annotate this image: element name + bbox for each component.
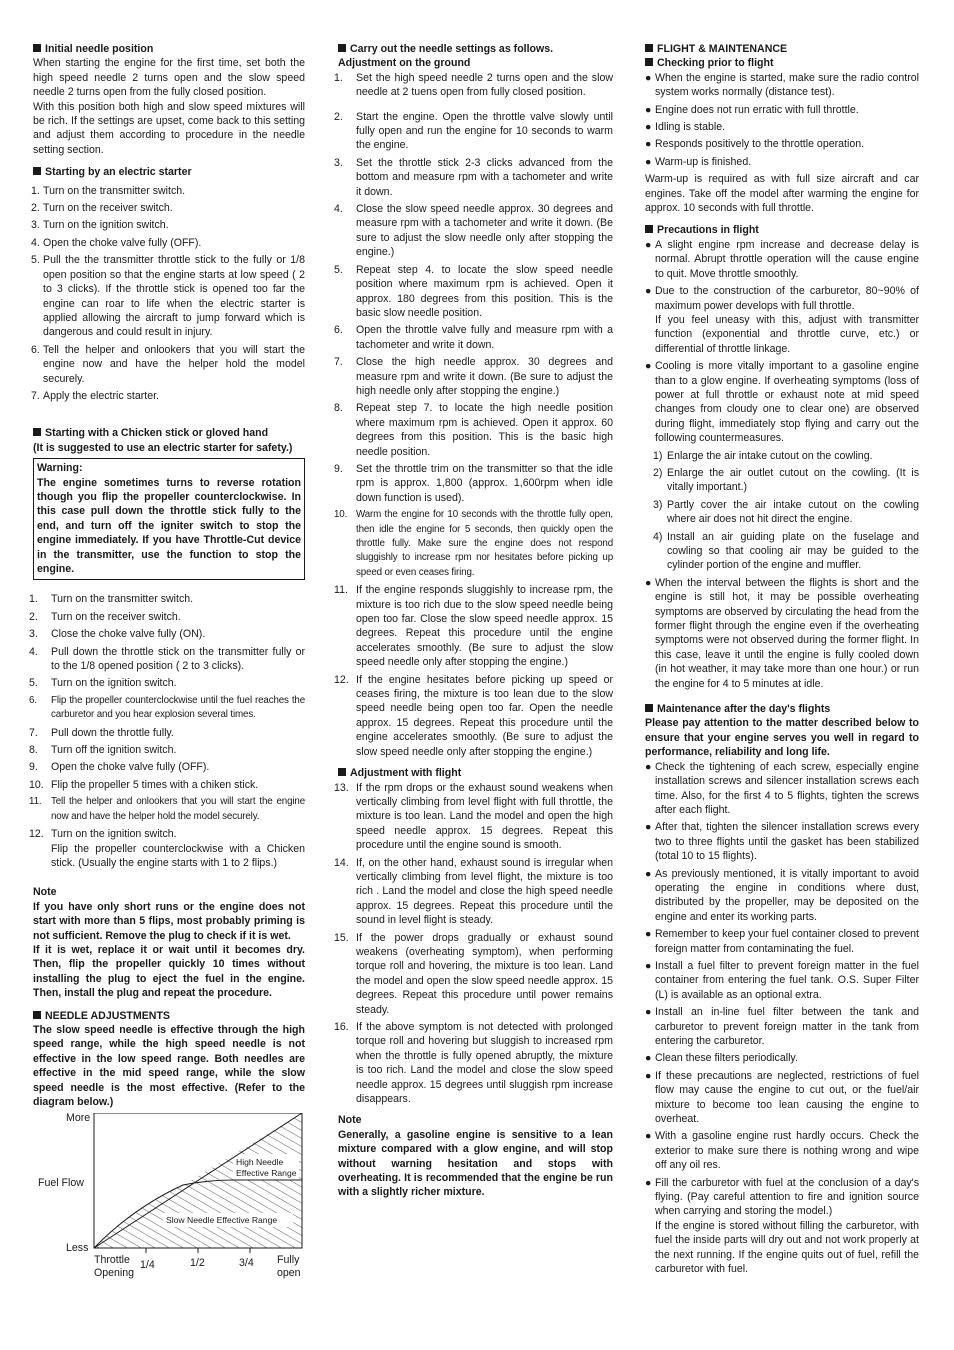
list-item: ● A slight engine rpm increase and decrease delay is normal. Abrupt throttle operation will the cause engine to quit. Move throttle smoothly.: [645, 238, 919, 280]
list-item: 6. Flip the propeller counterclockwise until the fuel reaches the carburetor and you hear explosion several times.: [29, 694, 305, 721]
high-needle-range-label-2: Effective Range: [236, 1168, 297, 1179]
list-item: 5. Pull the the transmitter throttle stick to the fully or 1/8 open position so that the engine starts at low speed ( 2 to 3 clicks). If the throttle stick is opened too far the engine can roar to life when the electric starter is applied allowing the aircraft to jump forward which is dangerous and could result in injury.: [31, 254, 305, 339]
x-axis-start-label-2: Opening: [94, 1267, 135, 1280]
initial-needle-heading: Initial needle position: [33, 42, 305, 56]
list-item: 5. Repeat step 4. to locate the slow speed needle position where maximum rpm is achieved. Open it approx. 180 degrees from this position. This is the basic slow needle position.: [334, 263, 613, 319]
x-tick-label: 1/4: [140, 1259, 155, 1272]
list-item: ● When the engine is started, make sure the radio control system works normally (distance test).: [645, 71, 919, 99]
list-item: ● Idling is stable.: [645, 121, 726, 134]
list-item: 3. Turn on the ignition switch.: [31, 219, 169, 232]
list-item: 2. Start the engine. Open the throttle valve slowly until fully open and run the engine for 10 seconds to warm the engine.: [334, 110, 613, 152]
precautions-list: [645, 238, 919, 446]
list-item: ● As previously mentioned, it is vitally important to avoid operating the engine in conditions where dust, distributed by the propeller, may be deposited on the engine and enter its working parts.: [645, 867, 919, 923]
list-item: 1. Set the high speed needle 2 turns open and the slow needle at 2 tuens open from fully closed position.: [334, 71, 613, 99]
warning-box: [33, 458, 305, 580]
note-para-2: If it is wet, replace it or wait until it becomes dry. Then, flip the propeller quickly 10 times without installing the plug to eject the fuel in the engine. Then, install the plug and repeat the procedure.: [33, 943, 305, 1000]
precaution-2-extra: If you feel uneasy with this, adjust with transmitter function (exponential and throttle curve, etc.) or differential of throttle linkage.: [655, 313, 919, 355]
list-item: ● Responds positively to the throttle operation.: [645, 138, 865, 151]
step-12-extra: Flip the propeller counterclockwise with a Chicken stick. (Usually the engine starts with 1 to 2 flips.): [51, 842, 305, 869]
list-item: 1. Turn on the transmitter switch.: [31, 184, 186, 197]
x-tick-label: 3/4: [239, 1257, 254, 1270]
note-para-1: If you have only short runs or the engine does not start with more than 5 flips, most probably priming is not sufficient. Remove the plug to check if it is wet.: [33, 900, 305, 942]
electric-starter-steps: [33, 184, 305, 404]
list-item: 10. Flip the propeller 5 times with a chiken stick.: [29, 778, 259, 791]
list-item: 4. Close the slow speed needle approx. 30 degrees and measure rpm with a tachometer and write it down. (Be sure to adjust the slow needle only after stopping the engine.): [334, 203, 613, 259]
list-item: 11. If the engine responds sluggishly to increase rpm, the mixture is too rich due to the slow speed needle being open too far. Close the slow speed needle approx. 15 degrees. Repeat this procedure until the engine accelerates smoothly. (Be sure to adjust the slow speed needle only after stopping the engine.): [334, 584, 613, 669]
list-item: 13. If the rpm drops or the exhaust sound weakens when vertically climbing from level flight with full throttle, the mixture is too lean. Land the model and open the high speed needle approx. 15 degrees. Repeat this procedure until the engine sound is smooth.: [334, 781, 613, 852]
list-item: 4) Install an air guiding plate on the fuselage and cowling so that cooling air may be guided to the cylinder portion of the engine and muffler.: [653, 530, 919, 572]
x-axis-start-label-1: Throttle: [94, 1254, 130, 1267]
checking-prior-heading: Checking prior to flight: [645, 56, 919, 70]
list-item: ● Cooling is more vitally important to a gasoline engine than to a glow engine. If overheating symptoms (loss of power at full throttle or exhaust note at mid speed changes from cloudy one to clear one) are observed during flight, immediately stop flying and carry out the following countermeasures.: [645, 360, 919, 445]
list-item: 7. Apply the electric starter.: [31, 389, 159, 402]
list-item: 12. Turn on the ignition switch. Flip the propeller counterclockwise with a Chicken stick. (Usually the engine starts with 1 to 2 flips.): [29, 828, 305, 869]
list-item: 2. Turn on the receiver switch.: [29, 610, 181, 623]
electric-starter-heading: Starting by an electric starter: [33, 165, 305, 179]
needle-settings-heading: Carry out the needle settings as follows.: [338, 42, 613, 56]
x-tick-label: 1/2: [190, 1257, 205, 1270]
column-3: [645, 42, 919, 1280]
chicken-stick-subheading: (It is suggested to use an electric starter for safety.): [33, 441, 293, 454]
list-item: 4. Open the choke valve fully (OFF).: [31, 236, 202, 249]
needle-adjustments-heading: NEEDLE ADJUSTMENTS: [33, 1009, 305, 1023]
list-item: ● Clean these filters periodically.: [645, 1052, 798, 1065]
list-item: 4. Pull down the throttle stick on the transmitter fully or to the 1/8 opened position ( 2 to 3 clicks).: [29, 645, 305, 673]
y-axis-bottom-label: Less: [66, 1242, 89, 1255]
list-item: ● Install an in-line fuel filter between the tank and carburetor to prevent foreign matter in the tank from entering the carburetor.: [645, 1006, 919, 1047]
list-item: 12. If the engine hesitates before picking up speed or ceases firing, the mixture is too lean due to the slow speed needle being open too far. Open the needle approx. 15 degrees. Repeat this procedure until the engine accelerates smoothly. (Be sure to adjust the slow speed needle only after stopping the engine.): [334, 673, 613, 758]
diagram-graphic: [33, 1113, 308, 1283]
list-item: ● Check the tightening of each screw, especially engine installation screws and silencer installation screws each time. Also, for the first 4 to 5 flights, tighten the screws after each flight.: [645, 760, 919, 816]
y-axis-top-label: More: [66, 1112, 91, 1125]
list-item: 3. Close the choke valve fully (ON).: [29, 628, 206, 641]
warm-up-para: Warm-up is required as with full size aircraft and car engines. Take off the model after warming the engine for approx. 10 seconds with full throttle.: [645, 173, 919, 215]
initial-needle-para-2: With this position both high and slow speed mixtures will be rich. If the settings are upset, come back to this setting and adjust them according to procedure in the needle setting section.: [33, 100, 305, 156]
list-item: 7. Close the high needle approx. 30 degrees and measure rpm and write it down. (Be sure to adjust the high needle only after stopping the engine.): [334, 356, 613, 397]
precautions-heading: Precautions in flight: [645, 223, 919, 237]
list-item: 2) Enlarge the air outlet cutout on the cowling. (It is vitally important.): [653, 466, 919, 494]
list-item: ● Install a fuel filter to prevent foreign matter in the fuel container from entering the fuel tank. O.S. Super Filter (L) is available as an optional extra.: [645, 959, 919, 1001]
note-title: Note: [338, 1114, 362, 1127]
flight-maintenance-title: FLIGHT & MAINTENANCE: [645, 42, 919, 56]
list-item: ● Due to the construction of the carburetor, 80~90% of maximum power develops with full throttle. If you feel uneasy with this, adjust with transmitter function (exponential and throttle curve, etc.) or differential of throttle linkage.: [645, 285, 919, 355]
checking-list: [645, 71, 919, 169]
list-item: 15. If the power drops gradually or exhaust sound weakens (overheating symptom), when performing torque roll and hovering, the mixture is too lean. Land the model and open the slow speed needle approx. 15 degrees. Repeat this procedure until power remains steady.: [334, 931, 613, 1016]
list-item: 9. Open the choke valve fully (OFF).: [29, 761, 210, 774]
ground-adjustment-steps: [334, 71, 613, 759]
list-item: 3) Partly cover the air intake cutout on the cowling where air does not hit direct the engine.: [653, 498, 919, 526]
list-item: ● With a gasoline engine rust hardly occurs. Check the exterior to make sure there is nothing wrong and wipe off any oil res.: [645, 1130, 919, 1172]
list-item: ● After that, tighten the silencer installation screws every two to three flights until the gasket has been stabilized (total 10 to 15 flights).: [645, 821, 919, 863]
ground-adjustment-subheading: Adjustment on the ground: [338, 57, 471, 70]
list-item: ● When the interval between the flights is short and the engine is still hot, it may be possible overheating symptoms are observed by circulating the head from the former flight through the engine even if the overheating symptoms were not observed during the former flight. In this case, leave it until the engine is fully cooled down (in hot weather, it may take more than one hour.) or run the engine for 4 to 5 minutes at idle.: [645, 576, 919, 690]
note-text: Generally, a gasoline engine is sensitive to a lean mixture compared with a glow engine, and will stop without warning hesitation and stops with overheating. It is recommended that the engine be run with a slightly richer mixture.: [338, 1128, 613, 1199]
y-axis-label: Fuel Flow: [38, 1177, 84, 1190]
warning-title: Warning:: [37, 462, 83, 475]
list-item: 3. Set the throttle stick 2-3 clicks advanced from the bottom and measure rpm with a tachometer and write it down.: [334, 156, 613, 198]
maintenance-last-extra: If the engine is stored without filling the carburetor, with fuel the inside parts will dry out and not work properly at the next running. If the engine quits out of fuel, refill the carburetor with fuel.: [655, 1219, 919, 1276]
list-item: 1. Turn on the transmitter switch.: [29, 593, 194, 606]
list-item: 14. If, on the other hand, exhaust sound is irregular when vertically climbing from level flight, the mixture is too rich . Land the model and close the high speed needle approx. 15 degrees. Repeat this procedure until the sound in level flight is steady.: [334, 856, 613, 927]
initial-needle-para-1: When starting the engine for the first time, set both the high speed needle 2 turns open and the slow speed needle 2 turns open from the fully closed position.: [33, 57, 305, 99]
list-item: 16. If the above symptom is not detected with prolonged torque roll and hovering but sluggish to increased rpm when the throttle is fully opened abruptly, the mixture is too rich. Land the model and close the slow speed needle approx. 15 degrees until sluggish rpm increase disappears.: [334, 1021, 613, 1106]
maintenance-list: [645, 760, 919, 1277]
list-item: 8. Repeat step 7. to locate the high needle position where maximum rpm is achieved. Open it approx. 60 degrees from this position. This is the basic high needle position.: [334, 402, 613, 458]
fuel-flow-diagram: [33, 1113, 308, 1283]
chicken-stick-heading: Starting with a Chicken stick or gloved hand: [33, 426, 305, 440]
list-item: ● Fill the carburetor with fuel at the conclusion of a day's flying. (Pay careful attention to fire and ignition source when carrying and storing the model.) If the engine is stored without filling the carburetor, with fuel the inside parts will dry out and not work properly at the next running. If the engine quits out of fuel, refill the carburetor with fuel.: [645, 1176, 919, 1276]
list-item: ● Remember to keep your fuel container closed to prevent foreign matter from contaminating the fuel.: [645, 928, 919, 955]
list-item: 9. Set the throttle trim on the transmitter so that the idle rpm is approx. 1,800 (approx. 1,600rpm when idle down function is used).: [334, 462, 613, 504]
list-item: 6. Tell the helper and onlookers that you will start the engine now and have the helper hold the model securely.: [31, 343, 305, 385]
x-axis-end-label-2: open: [277, 1267, 301, 1280]
chicken-stick-steps: [29, 592, 305, 870]
precautions-list-2: [645, 576, 919, 691]
list-item: 5. Turn on the ignition switch.: [29, 677, 177, 690]
slow-needle-range-label: Slow Needle Effective Range: [166, 1215, 278, 1226]
column-1: [29, 42, 305, 1283]
list-item: 2. Turn on the receiver switch.: [31, 202, 173, 215]
flight-adjustment-heading: Adjustment with flight: [338, 766, 613, 780]
flight-adjustment-steps: [334, 781, 613, 1107]
maintenance-heading: Maintenance after the day's flights: [645, 702, 919, 716]
list-item: ● Warm-up is finished.: [645, 155, 752, 168]
x-axis-end-label-1: Fully: [277, 1254, 300, 1267]
maintenance-intro: Please pay attention to the matter described below to ensure that your engine serves you well in regard to performance, reliability and long life.: [645, 717, 919, 759]
column-2: [334, 42, 613, 1200]
high-needle-range-label-1: High Needle: [236, 1157, 284, 1168]
list-item: 10. Warm the engine for 10 seconds with the throttle fully open, then idle the engine for 5 seconds, then quickly open the throttle fully. Make sure the engine does not respond sluggishly to increase rpm nor hesitates before picking up speed or even ceases firing.: [334, 509, 613, 578]
needle-adjustments-text: The slow speed needle is effective through the high speed range, while the high speed needle is not effective in the low speed range. Both needles are effective in the mid speed range, while the slow speed needle is the most effective. (Refer to the diagram below.): [33, 1023, 305, 1108]
note-title: Note: [33, 886, 57, 899]
list-item: 8. Turn off the ignition switch.: [29, 744, 177, 757]
list-item: 11. Tell the helper and onlookers that you will start the engine now and have the helper hold the model securely.: [29, 796, 305, 822]
list-item: 1) Enlarge the air intake cutout on the cowling.: [653, 449, 873, 462]
warning-text: The engine sometimes turns to reverse rotation though you flip the propeller counterclockwise. In this case pull down the throttle stick fully to the end, and turn off the igniter switch to stop the engine immediately. If you have Throttle-Cut device in the transmitter, use the function to stop the engine.: [37, 476, 301, 575]
countermeasures-list: [645, 449, 919, 573]
list-item: 7. Pull down the throttle fully.: [29, 726, 174, 739]
list-item: ● Engine does not run erratic with full throttle.: [645, 103, 859, 116]
list-item: 6. Open the throttle valve fully and measure rpm with a tachometer and write it down.: [334, 324, 613, 351]
list-item: ● If these precautions are neglected, restrictions of fuel flow may cause the engine to cut out, or the fuel/air mixture to become too lean causing the engine to overheat.: [645, 1069, 919, 1126]
